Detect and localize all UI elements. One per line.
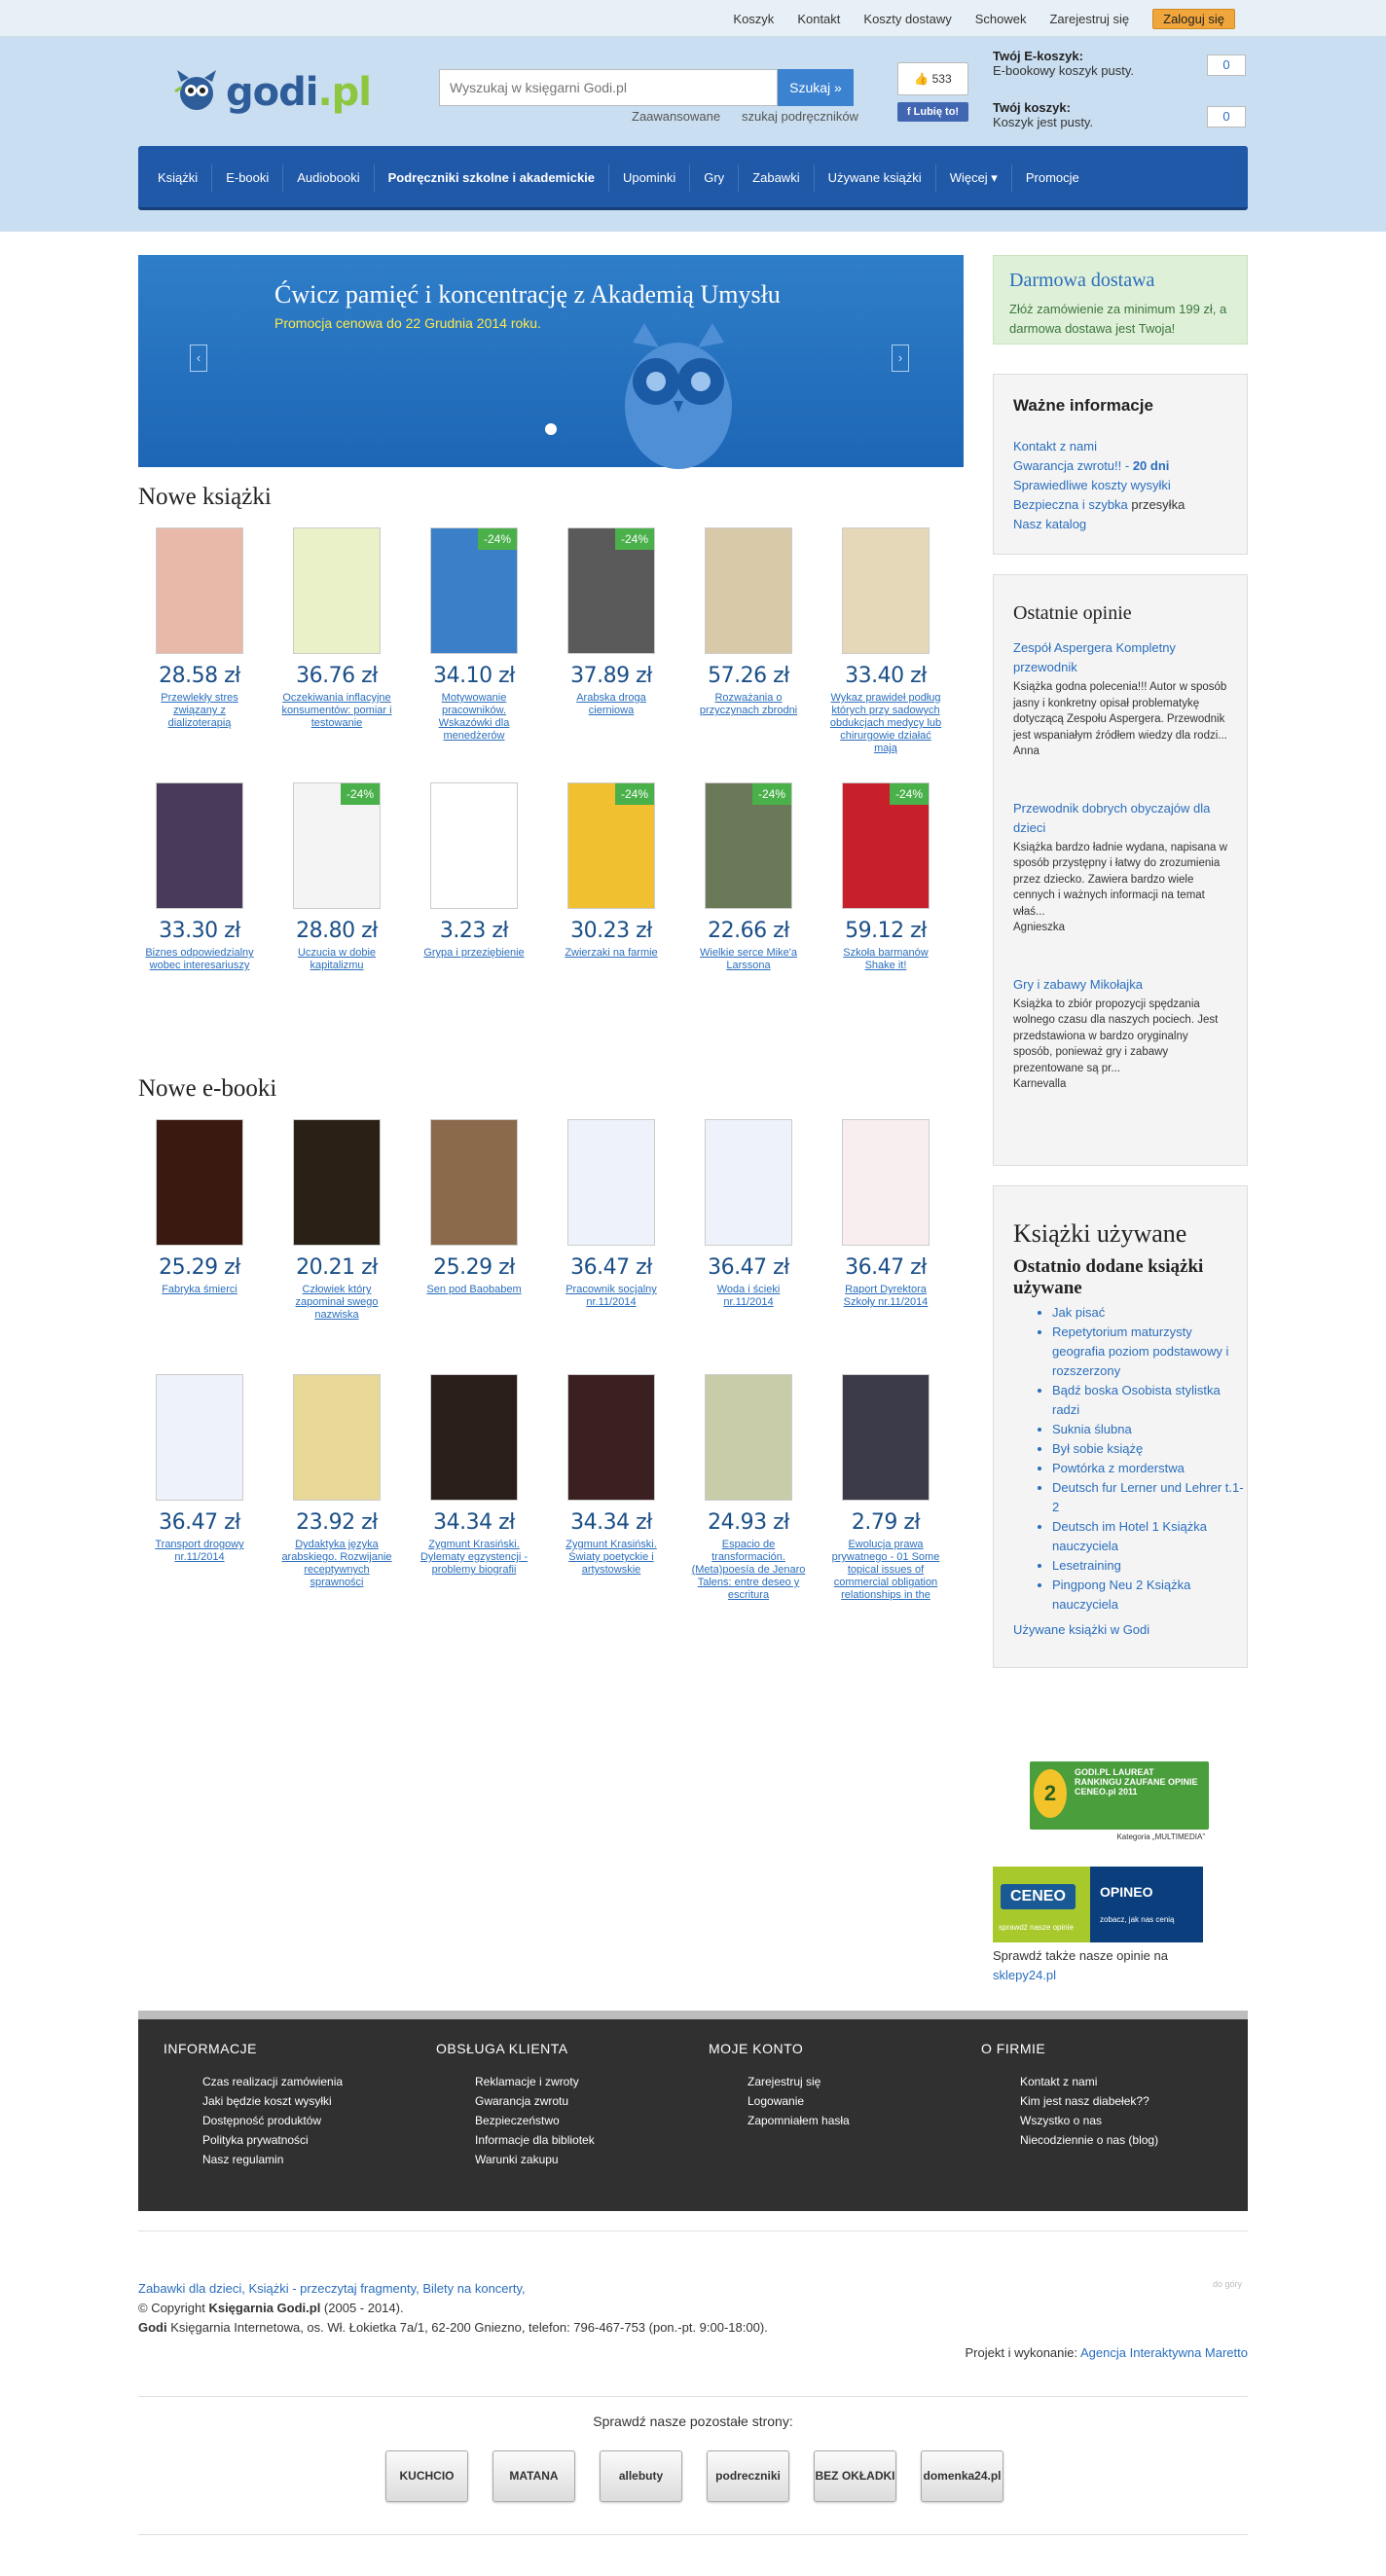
used-book-link[interactable]: • Pingpong Neu 2 Książka nauczyciela: [1052, 1576, 1247, 1615]
product-price: 59.12 zł: [845, 919, 927, 943]
product-cover-image[interactable]: [567, 1119, 655, 1246]
free-shipping-text: Złóż zamówienie za minimum 199 zł, a darmowa dostawa jest Twoja!: [1009, 302, 1227, 336]
other-sites-title: Sprawdź nasze pozostałe strony:: [593, 2413, 793, 2429]
product-cover-image[interactable]: [430, 527, 518, 654]
nav-item-used-books[interactable]: Używane książki: [815, 164, 936, 192]
product-price: 30.23 zł: [570, 919, 652, 943]
used-book-link[interactable]: • Deutsch im Hotel 1 Książka nauczyciela: [1052, 1517, 1247, 1556]
product-card[interactable]: [275, 782, 398, 999]
search-button[interactable]: Szukaj »: [778, 69, 854, 106]
opinion-text: Książka bardzo ładnie wydana, napisana w sposób przystępny i łatwy do zrozumienia przez dziecko. Zawiera bardzo wiele cennych i ważnych informacji na temat właś...: [1013, 841, 1227, 918]
product-cover-image[interactable]: [293, 782, 381, 909]
info-link-safe-delivery[interactable]: Bezpieczna i szybka: [1013, 497, 1128, 512]
product-price: 3.23 zł: [439, 919, 509, 943]
cart-title: Twój koszyk:: [993, 100, 1071, 115]
product-card[interactable]: [138, 527, 261, 744]
all-used-books-link[interactable]: Używane książki w Godi: [1013, 1622, 1150, 1637]
product-title-link[interactable]: Wielkie serce Mike'a Larssona: [700, 947, 797, 971]
other-sites-logos: [385, 2450, 1003, 2502]
opinion-author: Agnieszka: [1013, 922, 1066, 933]
product-price: 25.29 zł: [433, 1255, 515, 1280]
product-card[interactable]: [138, 782, 261, 999]
opineo-logo[interactable]: OPINEO zobacz, jak nas cenią: [1100, 1884, 1175, 1924]
discount-badge: -24%: [478, 528, 517, 550]
footer-link[interactable]: Czas realizacji zamówienia: [202, 2075, 344, 2088]
used-book-link[interactable]: • Suknia ślubna: [1052, 1420, 1247, 1439]
opinion-item: [1013, 638, 1227, 760]
product-title-link[interactable]: Arabska droga cierniowa: [576, 692, 646, 716]
opinion-product-link[interactable]: Zespół Aspergera Kompletny przewodnik: [1013, 640, 1176, 674]
product-cover-image[interactable]: [567, 782, 655, 909]
used-books-box: [993, 1185, 1248, 1668]
info-link-contact[interactable]: Kontakt z nami: [1013, 439, 1097, 454]
product-card[interactable]: [413, 1374, 535, 1591]
product-title-link[interactable]: Zygmunt Krasiński. Dylematy egzystencji - problemy biografii: [419, 1539, 529, 1576]
footer: [138, 2011, 1248, 2211]
product-price: 33.40 zł: [845, 664, 927, 688]
product-card[interactable]: [550, 1119, 673, 1336]
product-card[interactable]: [275, 1119, 398, 1336]
product-price: 20.21 zł: [296, 1255, 378, 1280]
product-price: 25.29 zł: [159, 1255, 240, 1280]
footer-link[interactable]: Warunki zakupu: [475, 2153, 559, 2166]
opinion-product-link[interactable]: Przewodnik dobrych obyczajów dla dzieci: [1013, 800, 1211, 835]
nav-item-books[interactable]: Książki: [144, 164, 212, 192]
product-price: 28.58 zł: [159, 664, 240, 688]
product-cover-image[interactable]: [430, 1119, 518, 1246]
top-link-contact[interactable]: Kontakt: [797, 12, 841, 26]
opinion-author: Anna: [1013, 745, 1040, 757]
discount-badge: -24%: [341, 783, 380, 805]
footer-col-title: MOJE KONTO: [709, 2041, 804, 2056]
used-book-link[interactable]: • Powtórka z morderstwa: [1052, 1459, 1247, 1478]
ebook-cart-count: 0: [1207, 54, 1246, 76]
product-cover-image[interactable]: [567, 527, 655, 654]
footer-link[interactable]: Kontakt z nami: [1020, 2075, 1098, 2088]
used-books-list: [1052, 1303, 1247, 1615]
footer-link[interactable]: Reklamacje i zwroty: [475, 2075, 579, 2088]
footer-col-title: O FIRMIE: [981, 2041, 1046, 2056]
free-shipping-title: Darmowa dostawa: [1009, 270, 1155, 291]
cart-count: 0: [1207, 106, 1246, 127]
product-cover-image[interactable]: [705, 527, 792, 654]
project-credit: Projekt i wykonanie: Agencja Interaktywna Maretto: [965, 2345, 1248, 2360]
product-cover-image[interactable]: [705, 1374, 792, 1501]
product-card[interactable]: [550, 782, 673, 999]
used-book-link[interactable]: • Bądź boska Osobista stylistka radzi: [1052, 1381, 1247, 1420]
new-books-grid: [138, 527, 964, 1072]
product-card[interactable]: [413, 782, 535, 999]
product-title-link[interactable]: Zygmunt Krasiński. Światy poetyckie i artystowskie: [565, 1539, 657, 1576]
banner-pager-dot[interactable]: [545, 423, 557, 435]
discount-badge: -24%: [615, 528, 654, 550]
site-logo-domenka24[interactable]: domenka24.pl: [921, 2450, 1003, 2502]
product-card[interactable]: [687, 527, 810, 744]
new-ebooks-grid: [138, 1119, 964, 1664]
product-cover-image[interactable]: [156, 527, 243, 654]
used-book-link[interactable]: • Lesetraining: [1052, 1556, 1247, 1576]
footer-link[interactable]: Zapomniałem hasła: [748, 2114, 850, 2127]
site-logo-allebuty[interactable]: allebuty: [600, 2450, 682, 2502]
nav-item-toys[interactable]: Zabawki: [739, 164, 814, 192]
product-card[interactable]: [687, 1119, 810, 1336]
ebook-cart-status: E-bookowy koszyk pusty.: [993, 63, 1134, 78]
product-cover-image[interactable]: [842, 782, 930, 909]
product-price: 36.76 zł: [296, 664, 378, 688]
sklepy24-link[interactable]: sklepy24.pl: [993, 1968, 1057, 1982]
main-nav: [138, 146, 1248, 210]
nav-item-games[interactable]: Gry: [690, 164, 739, 192]
nav-item-promotions[interactable]: Promocje: [1025, 170, 1079, 185]
product-price: 2.79 zł: [851, 1510, 921, 1535]
product-title-link[interactable]: Człowiek który zapominał swego nazwiska: [295, 1284, 379, 1321]
site-logo-bez-okladki[interactable]: BEZ OKŁADKI: [814, 2450, 896, 2502]
product-price: 36.47 zł: [159, 1510, 240, 1535]
product-price: 33.30 zł: [159, 919, 240, 943]
product-price: 34.34 zł: [433, 1510, 515, 1535]
product-title-link[interactable]: Rozważania o przyczynach zbrodni: [699, 692, 798, 716]
banner-next-button[interactable]: ›: [892, 345, 909, 372]
banner-title: Ćwicz pamięć i koncentrację z Akademią Umysłu: [274, 280, 781, 308]
advanced-search-link[interactable]: Zaawansowane: [632, 109, 721, 124]
product-price: 28.80 zł: [296, 919, 378, 943]
logo[interactable]: [173, 58, 372, 127]
important-info-title: Ważne informacje: [1013, 396, 1153, 415]
footer-link[interactable]: Gwarancja zwrotu: [475, 2094, 569, 2108]
copyright-brand: Księgarnia Godi.pl: [208, 2301, 321, 2315]
logo-text: godi.pl: [226, 70, 372, 115]
login-button[interactable]: Zaloguj się: [1152, 9, 1235, 29]
used-book-link[interactable]: • Deutsch fur Lerner und Lehrer t.1-2: [1052, 1478, 1247, 1517]
product-title-link[interactable]: Zwierzaki na farmie: [565, 947, 658, 959]
recent-opinions-box: [993, 574, 1248, 1166]
award-category: Kategoria „MULTIMEDIA”: [1116, 1832, 1205, 1841]
divider: [138, 2396, 1248, 2397]
award-rank: 2: [1034, 1769, 1067, 1818]
cart[interactable]: [993, 100, 1230, 129]
product-price: 36.47 zł: [708, 1255, 789, 1280]
product-card[interactable]: [550, 527, 673, 744]
opinion-text: Książka godna polecenia!!! Autor w sposób jasny i konkretny opisał problematykę dotyczącą Zespołu Aspergera. Przewodnik jest wspaniałym źródłem wiedzy dla rodzi...: [1013, 681, 1227, 742]
top-link-shipping[interactable]: Koszty dostawy: [863, 12, 952, 26]
site-logo-podreczniki[interactable]: podreczniki: [707, 2450, 789, 2502]
facebook-like-button[interactable]: f Lubię to!: [897, 102, 968, 122]
product-card[interactable]: [687, 1374, 810, 1601]
opinion-product-link[interactable]: Gry i zabawy Mikołajka: [1013, 976, 1143, 992]
footer-link[interactable]: Niecodziennie o nas (blog): [1020, 2133, 1159, 2147]
product-title-link[interactable]: Sen pod Baobabem: [426, 1284, 522, 1295]
top-link-cart[interactable]: Koszyk: [733, 12, 775, 26]
company-address: Księgarnia Internetowa, os. Wł. Łokietka 7a/1, 62-200 Gniezno, telefon: 796-467-753 (pon.-pt. 9:00-18:00).: [166, 2320, 768, 2335]
top-bar: [0, 0, 1386, 37]
seo-links[interactable]: Zabawki dla dzieci, Książki - przeczytaj fragmenty, Bilety na koncerty,: [138, 2281, 526, 2296]
agency-link[interactable]: Agencja Interaktywna Maretto: [1080, 2345, 1248, 2360]
nav-item-gifts[interactable]: Upominki: [609, 164, 690, 192]
product-card[interactable]: [413, 527, 535, 744]
used-books-title: Książki używane: [1013, 1219, 1187, 1248]
footer-link[interactable]: Nasz regulamin: [202, 2153, 284, 2166]
product-cover-image[interactable]: [293, 527, 381, 654]
info-link-shipping-costs[interactable]: Sprawiedliwe koszty wysyłki: [1013, 478, 1171, 492]
footer-link[interactable]: Jaki będzie koszt wysyłki: [202, 2094, 332, 2108]
product-price: 57.26 zł: [708, 664, 789, 688]
facebook-icon: f: [906, 106, 911, 118]
product-price: 34.34 zł: [570, 1510, 652, 1535]
product-card[interactable]: [687, 782, 810, 999]
footer-link[interactable]: Polityka prywatności: [202, 2133, 309, 2147]
used-book-link[interactable]: • Był sobie książę: [1052, 1439, 1247, 1459]
product-card[interactable]: [413, 1119, 535, 1336]
footer-col-account: [709, 2041, 962, 2130]
legal-info: Zabawki dla dzieci, Książki - przeczytaj fragmenty, Bilety na koncerty, © Copyright Księgarnia Godi.pl (2005 - 2014). Godi Księgarnia Internetowa, os. Wł. Łokietka 7a/1, 62-200 Gniezno, telefon: 796-467-753 (pon.-pt. 9:00-18:00).: [138, 2281, 768, 2335]
product-title-link[interactable]: Transport drogowy nr.11/2014: [155, 1539, 244, 1563]
product-title-link[interactable]: Przewlekły stres związany z dializoterapią: [161, 692, 238, 729]
product-cover-image[interactable]: [293, 1374, 381, 1501]
footer-link[interactable]: Logowanie: [748, 2094, 805, 2108]
banner-prev-button[interactable]: ‹: [190, 345, 207, 372]
divider: [138, 2534, 1248, 2535]
top-nav: [733, 9, 1235, 29]
ceneo-opineo-banner[interactable]: [993, 1867, 1203, 1942]
info-link-return-guarantee[interactable]: Gwarancja zwrotu!! - 20 dni: [1013, 458, 1170, 473]
product-title-link[interactable]: Biznes odpowiedzialny wobec interesariuszy: [145, 947, 254, 971]
footer-link[interactable]: Wszystko o nas: [1020, 2114, 1103, 2127]
sklepy24-note: Sprawdź także nasze opinie na sklepy24.pl: [993, 1948, 1168, 1982]
top-link-clipboard[interactable]: Schowek: [974, 12, 1027, 26]
product-title-link[interactable]: Wykaz prawideł podług których przy sadowych obdukcjach medycy lub chirurgowie działać mają: [829, 692, 942, 754]
school-books-search-link[interactable]: szukaj podręczników: [742, 109, 858, 124]
award-text: GODI.PL LAUREAT RANKINGU ZAUFANE OPINIE CENEO.pl 2011: [1075, 1767, 1198, 1796]
footer-col-customer-service: [436, 2041, 689, 2169]
nav-item-audiobooks[interactable]: Audiobooki: [283, 164, 374, 192]
product-cover-image[interactable]: [156, 782, 243, 909]
product-cover-image[interactable]: [430, 1374, 518, 1501]
product-cover-image[interactable]: [156, 1374, 243, 1501]
footer-link[interactable]: Kim jest nasz diabełek??: [1020, 2094, 1149, 2108]
used-book-link[interactable]: • Jak pisać: [1052, 1303, 1247, 1323]
banner-subtitle: Promocja cenowa do 22 Grudnia 2014 roku.: [274, 315, 541, 331]
product-card[interactable]: [824, 782, 947, 999]
important-info-box: [993, 374, 1248, 555]
nav-item-textbooks[interactable]: Podręczniki szkolne i akademickie: [375, 164, 609, 192]
search-input[interactable]: [439, 69, 778, 106]
product-cover-image[interactable]: [842, 1119, 930, 1246]
product-cover-image[interactable]: [705, 1119, 792, 1246]
product-price: 36.47 zł: [570, 1255, 652, 1280]
product-price: 23.92 zł: [296, 1510, 378, 1535]
facebook-like-count: 👍 533: [897, 62, 968, 95]
footer-link[interactable]: Bezpieczeństwo: [475, 2114, 560, 2127]
footer-col-title: INFORMACJE: [164, 2041, 257, 2056]
free-shipping-box: [993, 255, 1248, 345]
footer-link[interactable]: Zarejestruj się: [748, 2075, 821, 2088]
product-price: 37.89 zł: [570, 664, 652, 688]
product-title-link[interactable]: Motywowanie pracowników. Wskazówki dla menedżerów: [438, 692, 510, 742]
footer-col-info: [164, 2041, 417, 2169]
used-books-subtitle: Ostatnio dodane książki używane: [1013, 1256, 1204, 1298]
discount-badge: -24%: [615, 783, 654, 805]
product-title-link[interactable]: Oczekiwania inflacyjne konsumentów: pomiar i testowanie: [281, 692, 392, 729]
owl-illustration-icon: [605, 304, 751, 469]
product-price: 34.10 zł: [433, 664, 515, 688]
product-price: 36.47 zł: [845, 1255, 927, 1280]
product-card[interactable]: [550, 1374, 673, 1591]
product-cover-image[interactable]: [842, 1374, 930, 1501]
product-title-link[interactable]: Espacio de transformación. (Meta)poesía de Jenaro Talens: entre deseo y escritura: [691, 1539, 806, 1601]
product-title-link[interactable]: Woda i ścieki nr.11/2014: [716, 1284, 781, 1308]
product-cover-image[interactable]: [567, 1374, 655, 1501]
ebook-cart[interactable]: [993, 49, 1230, 78]
cart-status: Koszyk jest pusty.: [993, 115, 1094, 129]
product-cover-image[interactable]: [705, 782, 792, 909]
promo-banner[interactable]: [138, 255, 964, 467]
footer-col-company: [981, 2041, 1234, 2150]
product-title-link[interactable]: Uczucia w dobie kapitalizmu: [297, 947, 377, 971]
product-card[interactable]: [275, 527, 398, 744]
opinion-text: Książka to zbiór propozycji spędzania wolnego czasu dla naszych pociech. Jest przedstawiona w bardzo oryginalny sposób, ponieważ gry i zabawy prezentowane są pr...: [1013, 998, 1219, 1074]
product-card[interactable]: [275, 1374, 398, 1591]
product-card[interactable]: [824, 1119, 947, 1336]
recent-opinions-title: Ostatnie opinie: [1013, 602, 1132, 624]
owl-logo-icon: [173, 62, 218, 113]
product-title-link[interactable]: Pracownik socjalny nr.11/2014: [565, 1284, 657, 1308]
thumbs-up-icon: 👍: [914, 72, 930, 86]
footer-link[interactable]: Informacje dla bibliotek: [475, 2133, 595, 2147]
product-cover-image[interactable]: [842, 527, 930, 654]
product-cover-image[interactable]: [293, 1119, 381, 1246]
product-title-link[interactable]: Dydaktyka języka arabskiego. Rozwijanie receptywnych sprawności: [281, 1539, 392, 1588]
opinion-item: [1013, 799, 1227, 936]
product-card[interactable]: [138, 1119, 261, 1336]
product-cover-image[interactable]: [430, 782, 518, 909]
discount-badge: -24%: [752, 783, 791, 805]
product-cover-image[interactable]: [156, 1119, 243, 1246]
product-card[interactable]: [138, 1374, 261, 1591]
ceneo-award-badge[interactable]: [1030, 1761, 1209, 1841]
new-ebooks-heading: Nowe e-booki: [138, 1075, 277, 1102]
info-link-catalog[interactable]: Nasz katalog: [1013, 517, 1087, 531]
footer-col-title: OBSŁUGA KLIENTA: [436, 2041, 568, 2056]
product-title-link[interactable]: Raport Dyrektora Szkoły nr.11/2014: [843, 1284, 929, 1308]
product-price: 24.93 zł: [708, 1510, 789, 1535]
product-title-link[interactable]: Ewolucja prawa prywatnego - 01 Some topical issues of commercial obligation relationships in the: [831, 1539, 940, 1601]
opinion-author: Karnevalla: [1013, 1078, 1067, 1090]
ebook-cart-title: Twój E-koszyk:: [993, 49, 1083, 63]
product-title-link[interactable]: Grypa i przeziębienie: [423, 947, 525, 959]
product-card[interactable]: [824, 1374, 947, 1601]
product-price: 22.66 zł: [708, 919, 789, 943]
product-title-link[interactable]: Fabryka śmierci: [162, 1284, 237, 1295]
used-book-link[interactable]: • Repetytorium maturzysty geografia poziom podstawowy i rozszerzony: [1052, 1323, 1247, 1381]
nav-item-more[interactable]: Więcej ▾: [936, 164, 1012, 192]
opinion-item: [1013, 975, 1227, 1093]
site-logo-matana[interactable]: MATANA: [492, 2450, 575, 2502]
site-logo-kuchcio[interactable]: KUCHCIO: [385, 2450, 468, 2502]
new-books-heading: Nowe książki: [138, 484, 272, 510]
footer-link[interactable]: Dostępność produktów: [202, 2114, 322, 2127]
info-delivery-suffix: przesyłka: [1127, 497, 1185, 512]
back-to-top-link[interactable]: do góry: [1213, 2279, 1243, 2289]
nav-item-ebooks[interactable]: E-booki: [212, 164, 283, 192]
ceneo-logo[interactable]: CENEO sprawdź nasze opinie: [993, 1867, 1090, 1942]
discount-badge: -24%: [890, 783, 929, 805]
product-card[interactable]: [824, 527, 947, 754]
top-link-register[interactable]: Zarejestruj się: [1049, 12, 1130, 26]
address-brand: Godi: [138, 2320, 167, 2335]
product-title-link[interactable]: Szkoła barmanów Shake it!: [843, 947, 929, 971]
